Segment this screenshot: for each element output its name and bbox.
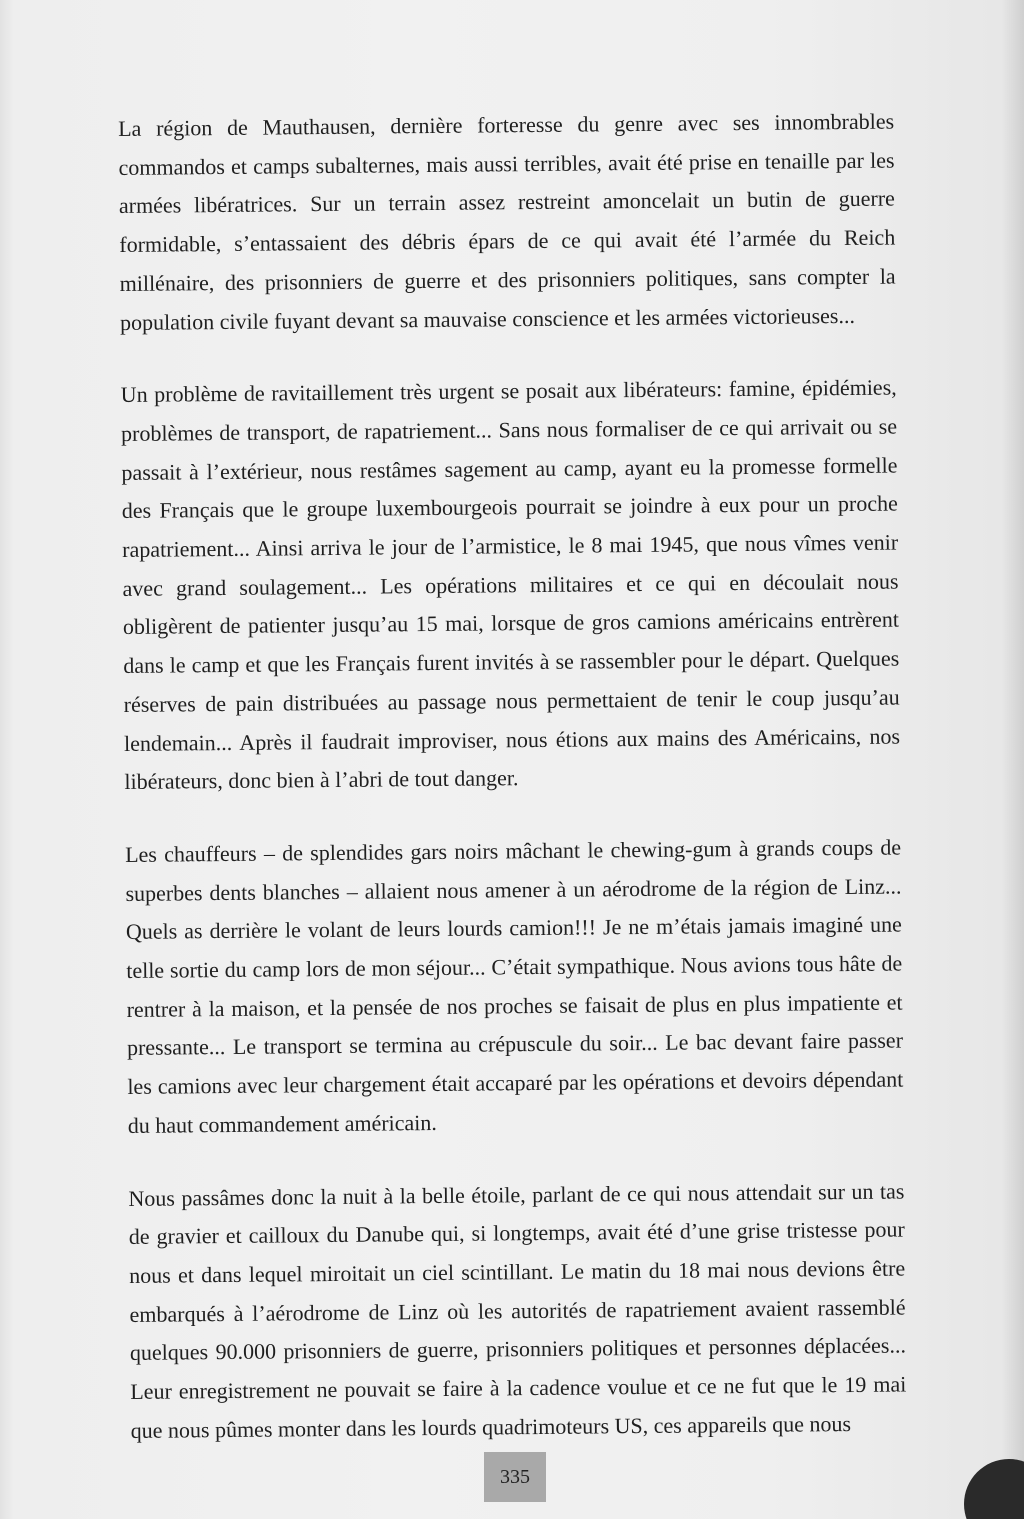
page-right-edge-shadow xyxy=(1002,0,1024,1519)
paragraph-supply-problem: Un problème de ravitaillement très urgent se posait aux libérateurs: famine, épidémies, problèmes de transport, de rapatriement... Sans nous formaliser de ce qui arrivait ou se passait à l’extérieur, nous restâmes sagement au camp, ayant eu la promesse formelle des Français que le groupe luxembourgeois pourrait se joindre à eux pour un proche rapatriement... Ainsi arriva le jour de l’armistice, le 8 mai 1945, que nous vîmes venir avec grand soulagement... Les opérations militaires et ce qui en découlait nous obligèrent de patienter jusqu’au 15 mai, lorsque de gros camions américains entrèrent dans le camp et que les Français furent invités à se rassembler pour le départ. Quelques réserves de pain distribuées au passage nous permettaient de tenir le coup jusqu’au lendemain... Après il faudrait improviser, nous étions aux mains des Américains, nos libérateurs, donc bien à l’abri de tout danger. xyxy=(120,374,901,795)
paragraph-mauthausen-region: La région de Mauthausen, dernière forteresse du genre avec ses innombrables commandos et camps subalternes, mais aussi terribles, avait été prise en tenaille par les armées libératrices. Sur un terrain assez restreint amoncelait un butin de guerre formidable, s’entassaient des débris épars de ce qui avait été l’armée du Reich millénaire, des prisonniers de guerre et des prisonniers politiques, sans compter la population civile fuyant devant sa mauvaise conscience et les armées victorieuses... xyxy=(118,108,896,335)
paragraph-night-danube: Nous passâmes donc la nuit à la belle étoile, parlant de ce qui nous attendait sur un tas de gravier et cailloux du Danube qui, si longtemps, avait été d’une grise tristesse pour nous et dans lequel miroitait un ciel scintillant. Le matin du 18 mai nous devions être embarqués à l’aérodrome de Linz où les autorités de rapatriement avaient rassemblé quelques 90.000 prisonniers de guerre, prisonniers politiques et personnes déplacées... Leur enregistrement ne pouvait se faire à la cadence voulue et ce ne fut que le 19 mai que nous pûmes monter dans les lourds quadrimoteurs US, ces appareils que nous xyxy=(128,1178,907,1443)
body-text xyxy=(118,103,907,1485)
page-left-edge-shadow xyxy=(0,0,14,1519)
page-number: 335 xyxy=(484,1452,546,1502)
paragraph-drivers-transport: Les chauffeurs – de splendides gars noirs mâchant le chewing-gum à grands coups de superbes dents blanches – allaient nous amener à un aérodrome de la région de Linz... Quels as derrière le volant de leurs lourds camion!!! Je ne m’étais jamais imaginé une telle sortie du camp lors de mon séjour... C’était sympathique. Nous avions tous hâte de rentrer à la maison, et la pensée de nos proches se faisait de plus en plus impatiente et pressante... Le transport se termina au crépuscule du soir... Le bac devant faire passer les camions avec leur chargement était accaparé par les opérations et devoirs dépendant du haut commandement américain. xyxy=(125,834,904,1138)
corner-shadow xyxy=(964,1459,1024,1519)
